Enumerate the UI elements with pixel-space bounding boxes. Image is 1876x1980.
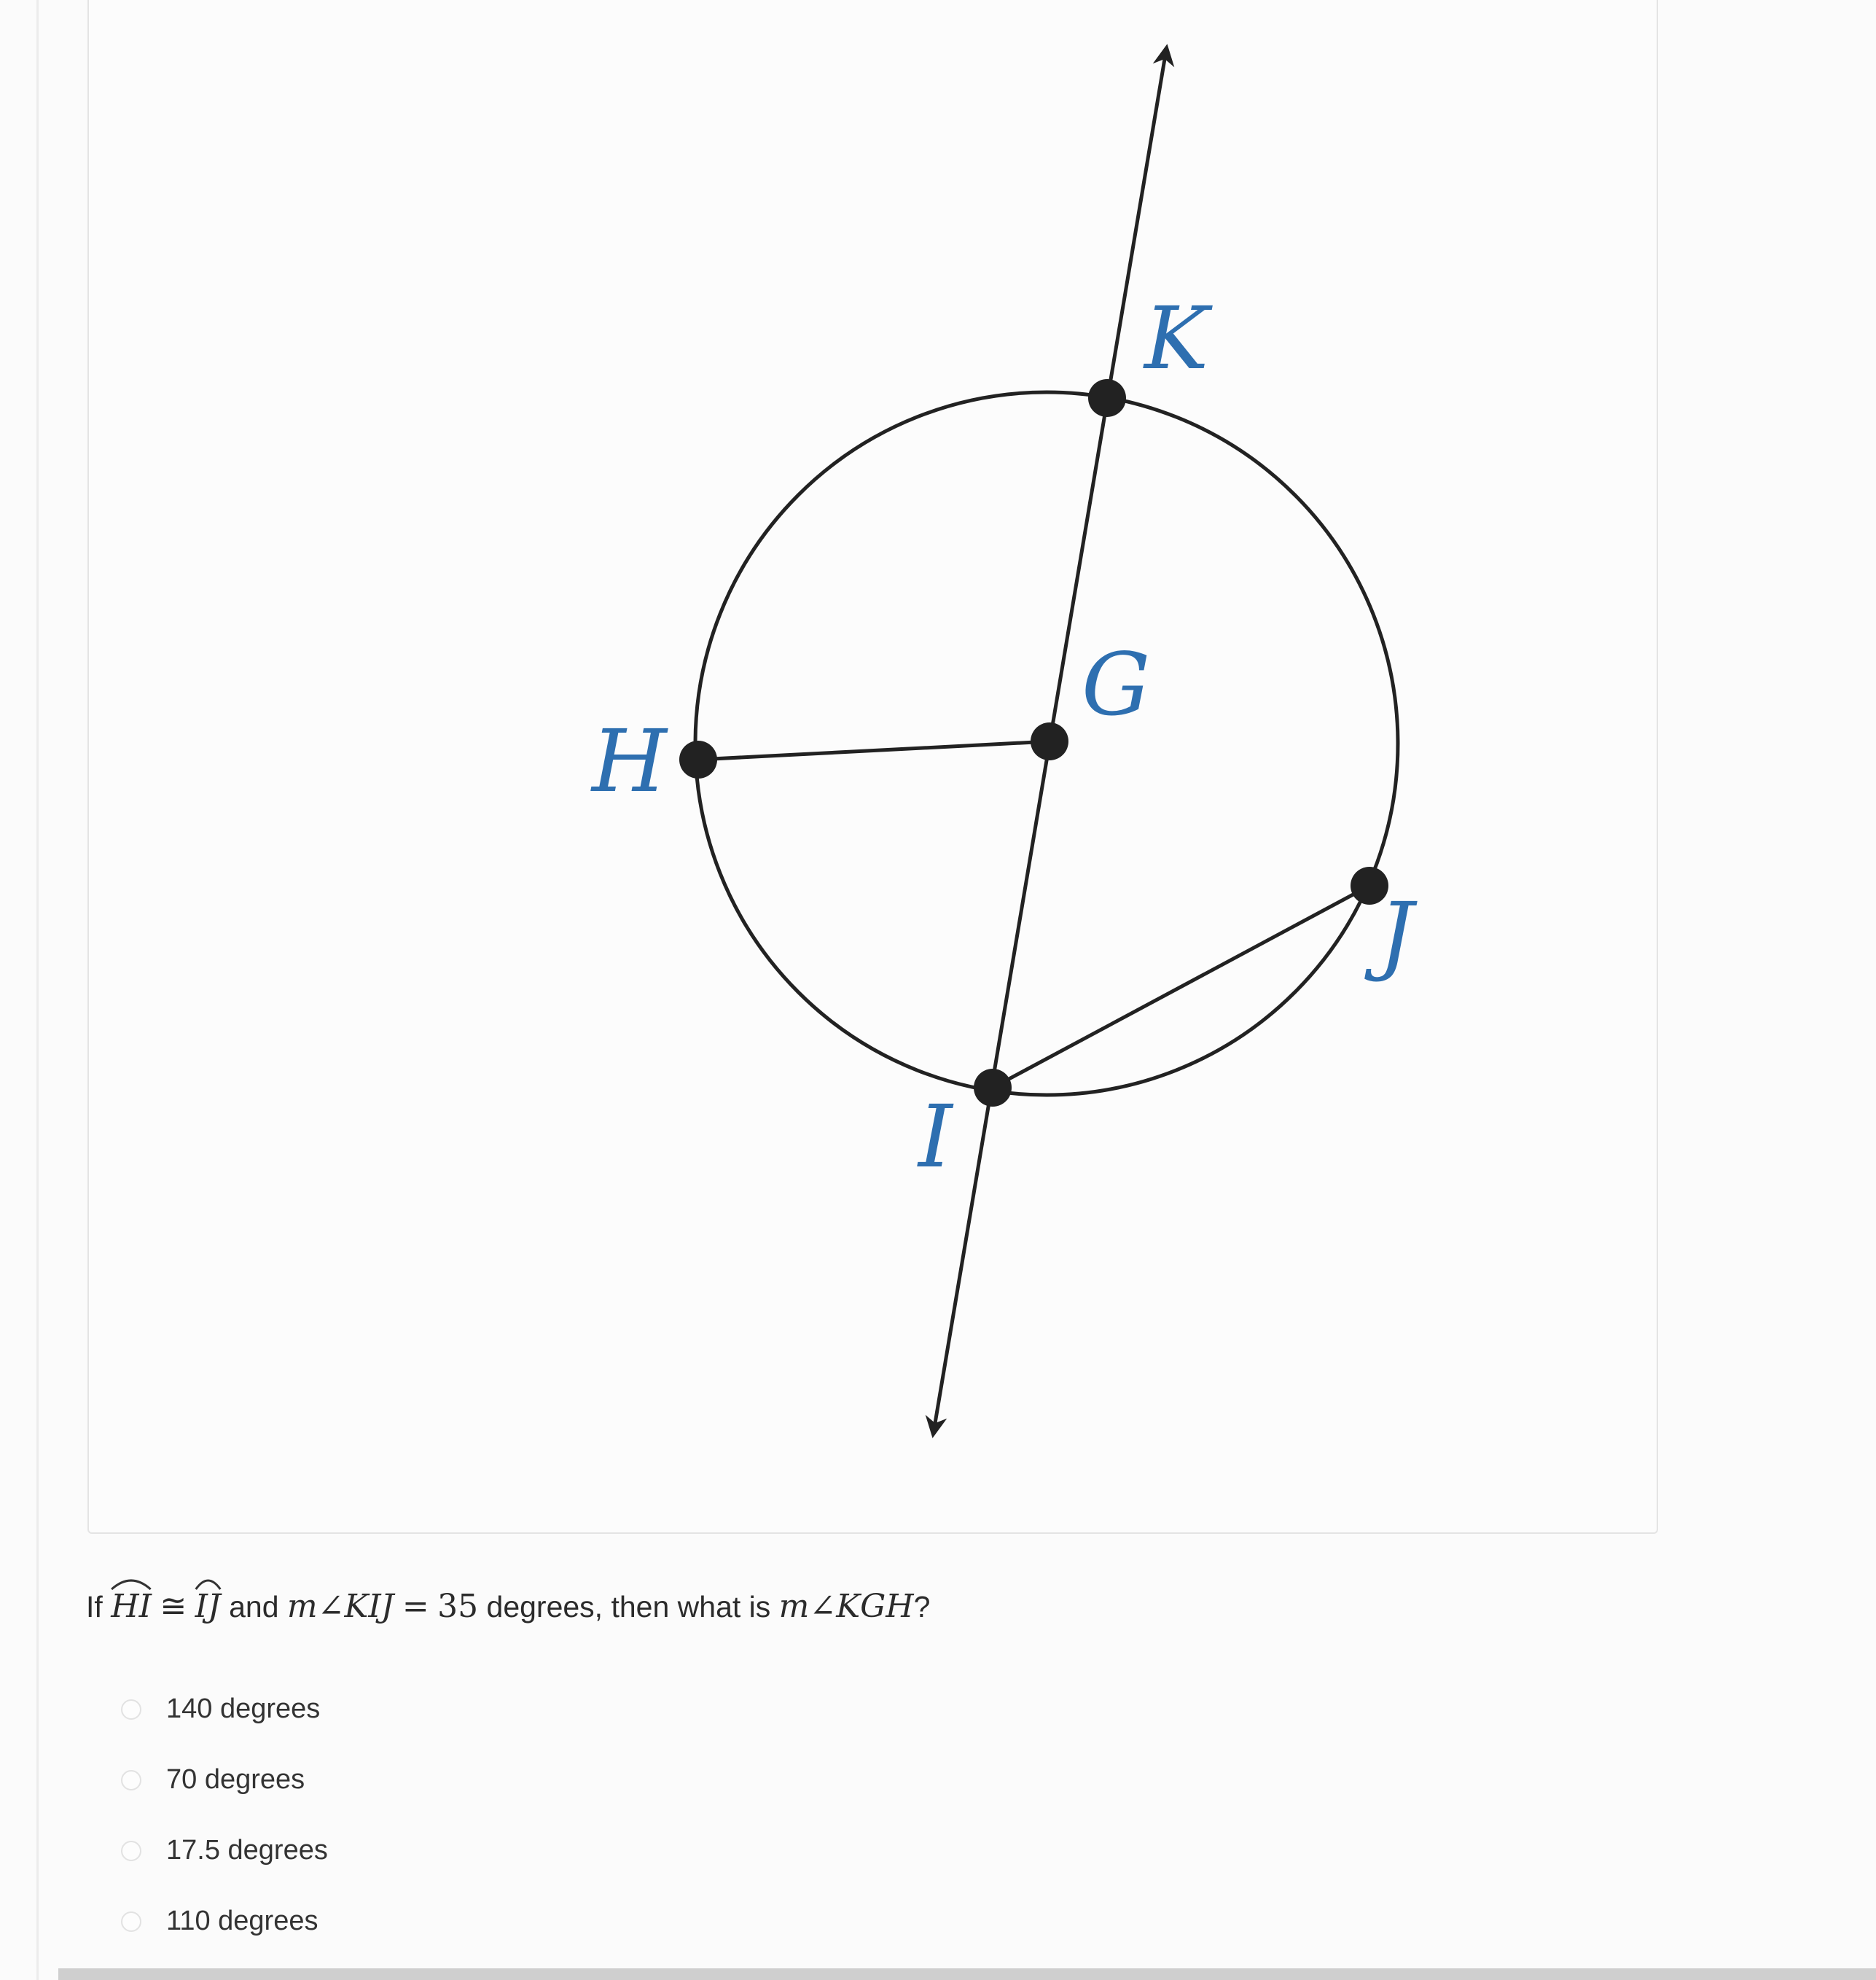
arc-ij-label: IJ [195,1588,221,1625]
arc-hi [111,1582,152,1629]
label-k: K [1144,288,1209,389]
question-middle: degrees, then what is [486,1590,771,1624]
arc-hi-mark [111,1576,152,1591]
angle-symbol-2: ∠ [809,1588,837,1625]
answer-options [121,1674,328,1957]
point-h [679,741,717,779]
label-g: G [1082,634,1151,735]
measure-m2: m [778,1588,810,1625]
answer-option-label: 110 degrees [166,1906,318,1936]
radio-button[interactable] [121,1699,141,1720]
point-i [974,1069,1012,1107]
angle-value: 35 [437,1588,479,1625]
geometry-diagram [89,0,1660,1535]
congruent-symbol: ≅ [160,1588,187,1625]
horizontal-scrollbar[interactable] [58,1968,1876,1980]
arc-hi-label: HI [111,1588,152,1625]
answer-option[interactable] [121,1815,328,1886]
arc-ij-mark [195,1576,221,1591]
equals-symbol: = [402,1588,429,1625]
answer-option[interactable] [121,1674,328,1745]
radio-button[interactable] [121,1770,141,1790]
answer-option-label: 17.5 degrees [166,1835,328,1866]
answer-option[interactable] [121,1886,328,1957]
point-g [1031,722,1068,760]
chord-ij [993,886,1369,1088]
answer-option-label: 140 degrees [166,1693,321,1724]
page-left-border [36,0,39,1980]
answer-option[interactable] [121,1745,328,1815]
radio-button[interactable] [121,1911,141,1932]
angle-symbol-1: ∠ [317,1588,345,1625]
radio-button[interactable] [121,1841,141,1861]
question-text [86,1582,930,1629]
segment-hg [698,741,1050,760]
question-suffix: ? [913,1590,931,1624]
label-j: J [1379,884,1414,984]
answer-option-label: 70 degrees [166,1764,305,1795]
question-prefix: If [86,1590,103,1624]
point-k [1088,379,1126,417]
question-and: and [229,1590,279,1624]
angle-kgh: KGH [836,1588,914,1625]
label-i: I [918,1086,953,1187]
arc-ij [195,1582,221,1629]
angle-kij: KIJ [344,1588,394,1625]
figure-card [87,0,1658,1534]
measure-m1: m [286,1588,318,1625]
label-h: H [592,711,667,811]
